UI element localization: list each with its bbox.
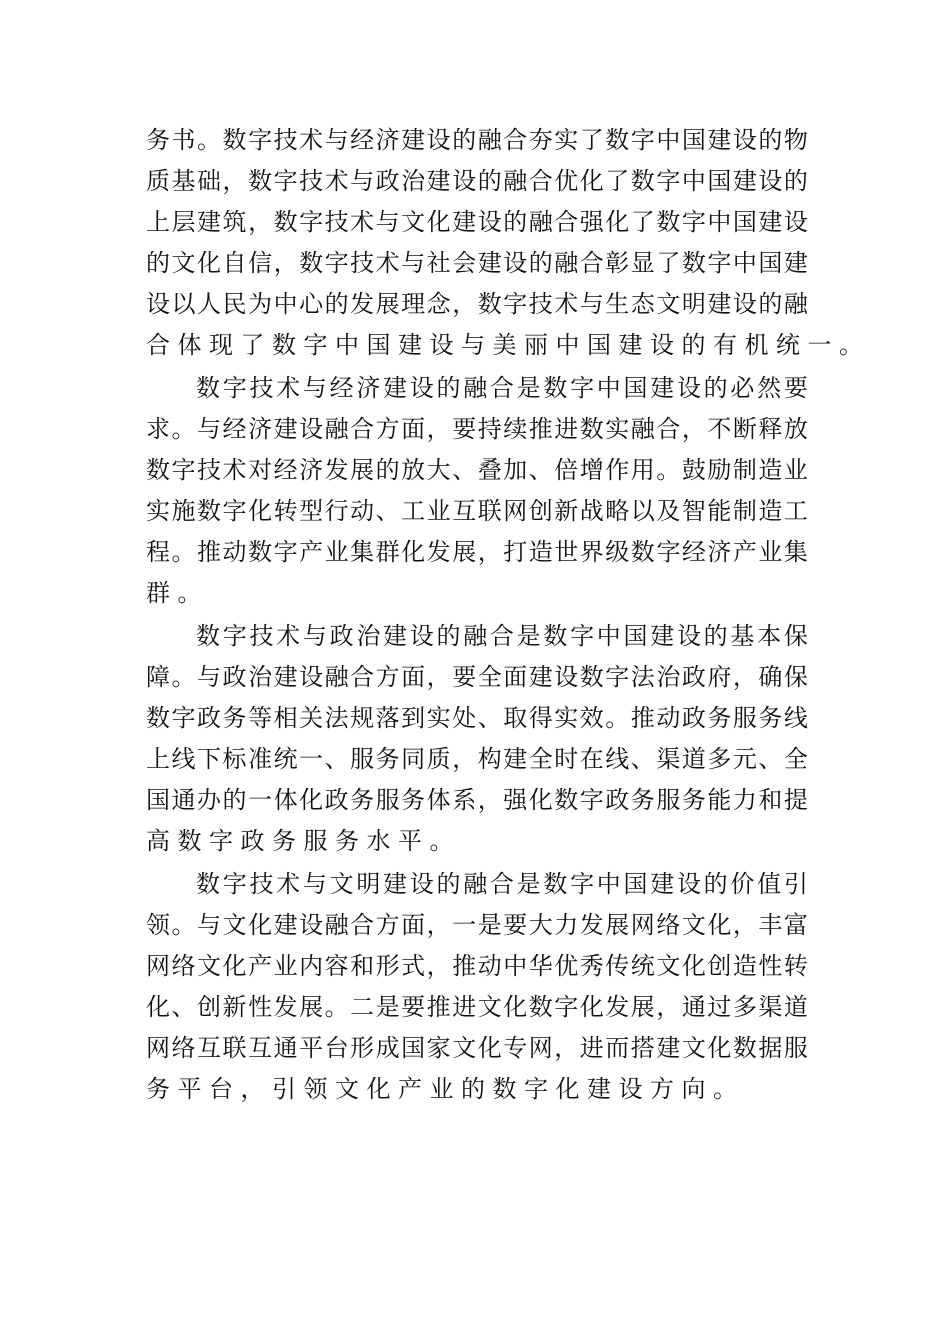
text-line: 网 络 互 联 互 通 平 台 形 成 国 家 文 化 专 网 ， 进 而 搭 建 文 化 数 据 服 xyxy=(146,1034,808,1062)
text-line: 领 。 与 文 化 建 设 融 合 方 面 ， 一 是 要 大 力 发 展 网 络 文 化 ， 丰 富 xyxy=(146,911,808,939)
text-line: 质 基 础 ， 数 字 技 术 与 政 治 建 设 的 融 合 优 化 了 数 字 中 国 建 设 的 xyxy=(146,167,808,195)
text-line: 务 平 台 ， 引 领 文 化 产 业 的 数 字 化 建 设 方 向 。 xyxy=(146,1075,737,1103)
text-line: 上 线 下 标 准 统 一 、 服 务 同 质 ， 构 建 全 时 在 线 、 渠 道 多 元 、 全 xyxy=(146,745,808,773)
text-line: 的 文 化 自 信 ， 数 字 技 术 与 社 会 建 设 的 融 合 彰 显 了 数 字 中 国 建 xyxy=(146,249,808,277)
text-line: 群 。 xyxy=(146,579,202,607)
text-line: 务 书 。 数 字 技 术 与 经 济 建 设 的 融 合 夯 实 了 数 字 中 国 建 设 的 物 xyxy=(146,126,808,154)
text-line: 数 字 技 术 与 经 济 建 设 的 融 合 是 数 字 中 国 建 设 的 必 然 要 xyxy=(196,374,808,402)
text-line: 网 络 文 化 产 业 内 容 和 形 式 ， 推 动 中 华 优 秀 传 统 文 化 创 造 性 转 xyxy=(146,952,808,980)
text-line: 数 字 技 术 对 经 济 发 展 的 放 大 、 叠 加 、 倍 增 作 用 。 鼓 励 制 造 业 xyxy=(146,456,808,484)
text-line: 高 数 字 政 务 服 务 水 平 。 xyxy=(146,827,454,855)
text-line: 上 层 建 筑 ， 数 字 技 术 与 文 化 建 设 的 融 合 强 化 了 数 字 中 国 建 设 xyxy=(146,208,808,236)
text-line: 设 以 人 民 为 中 心 的 发 展 理 念 ， 数 字 技 术 与 生 态 文 明 建 设 的 融 xyxy=(146,290,808,318)
text-line: 程 。 推 动 数 字 产 业 集 群 化 发 展 ， 打 造 世 界 级 数 字 经 济 产 业 集 xyxy=(146,538,808,566)
text-line: 国 通 办 的 一 体 化 政 务 服 务 体 系 ， 强 化 数 字 政 务 服 务 能 力 和 提 xyxy=(146,786,808,814)
text-line: 数 字 技 术 与 文 明 建 设 的 融 合 是 数 字 中 国 建 设 的 价 值 引 xyxy=(196,870,808,898)
body-text xyxy=(146,120,863,1110)
text-line: 化 、 创 新 性 发 展 。 二 是 要 推 进 文 化 数 字 化 发 展 ， 通 过 多 渠 道 xyxy=(146,993,808,1021)
text-line: 障 。 与 政 治 建 设 融 合 方 面 ， 要 全 面 建 设 数 字 法 治 政 府 ， 确 保 xyxy=(146,663,808,691)
text-line: 求 。 与 经 济 建 设 融 合 方 面 ， 要 持 续 推 进 数 实 融 合 ， 不 断 释 放 xyxy=(146,415,808,443)
text-line: 合 体 现 了 数 字 中 国 建 设 与 美 丽 中 国 建 设 的 有 机 统 一 。 xyxy=(146,331,863,359)
text-line: 实 施 数 字 化 转 型 行 动 、 工 业 互 联 网 创 新 战 略 以 及 智 能 制 造 工 xyxy=(146,497,808,525)
text-line: 数 字 技 术 与 政 治 建 设 的 融 合 是 数 字 中 国 建 设 的 基 本 保 xyxy=(196,622,808,650)
text-line: 数 字 政 务 等 相 关 法 规 落 到 实 处 、 取 得 实 效 。 推 动 政 务 服 务 线 xyxy=(146,704,808,732)
